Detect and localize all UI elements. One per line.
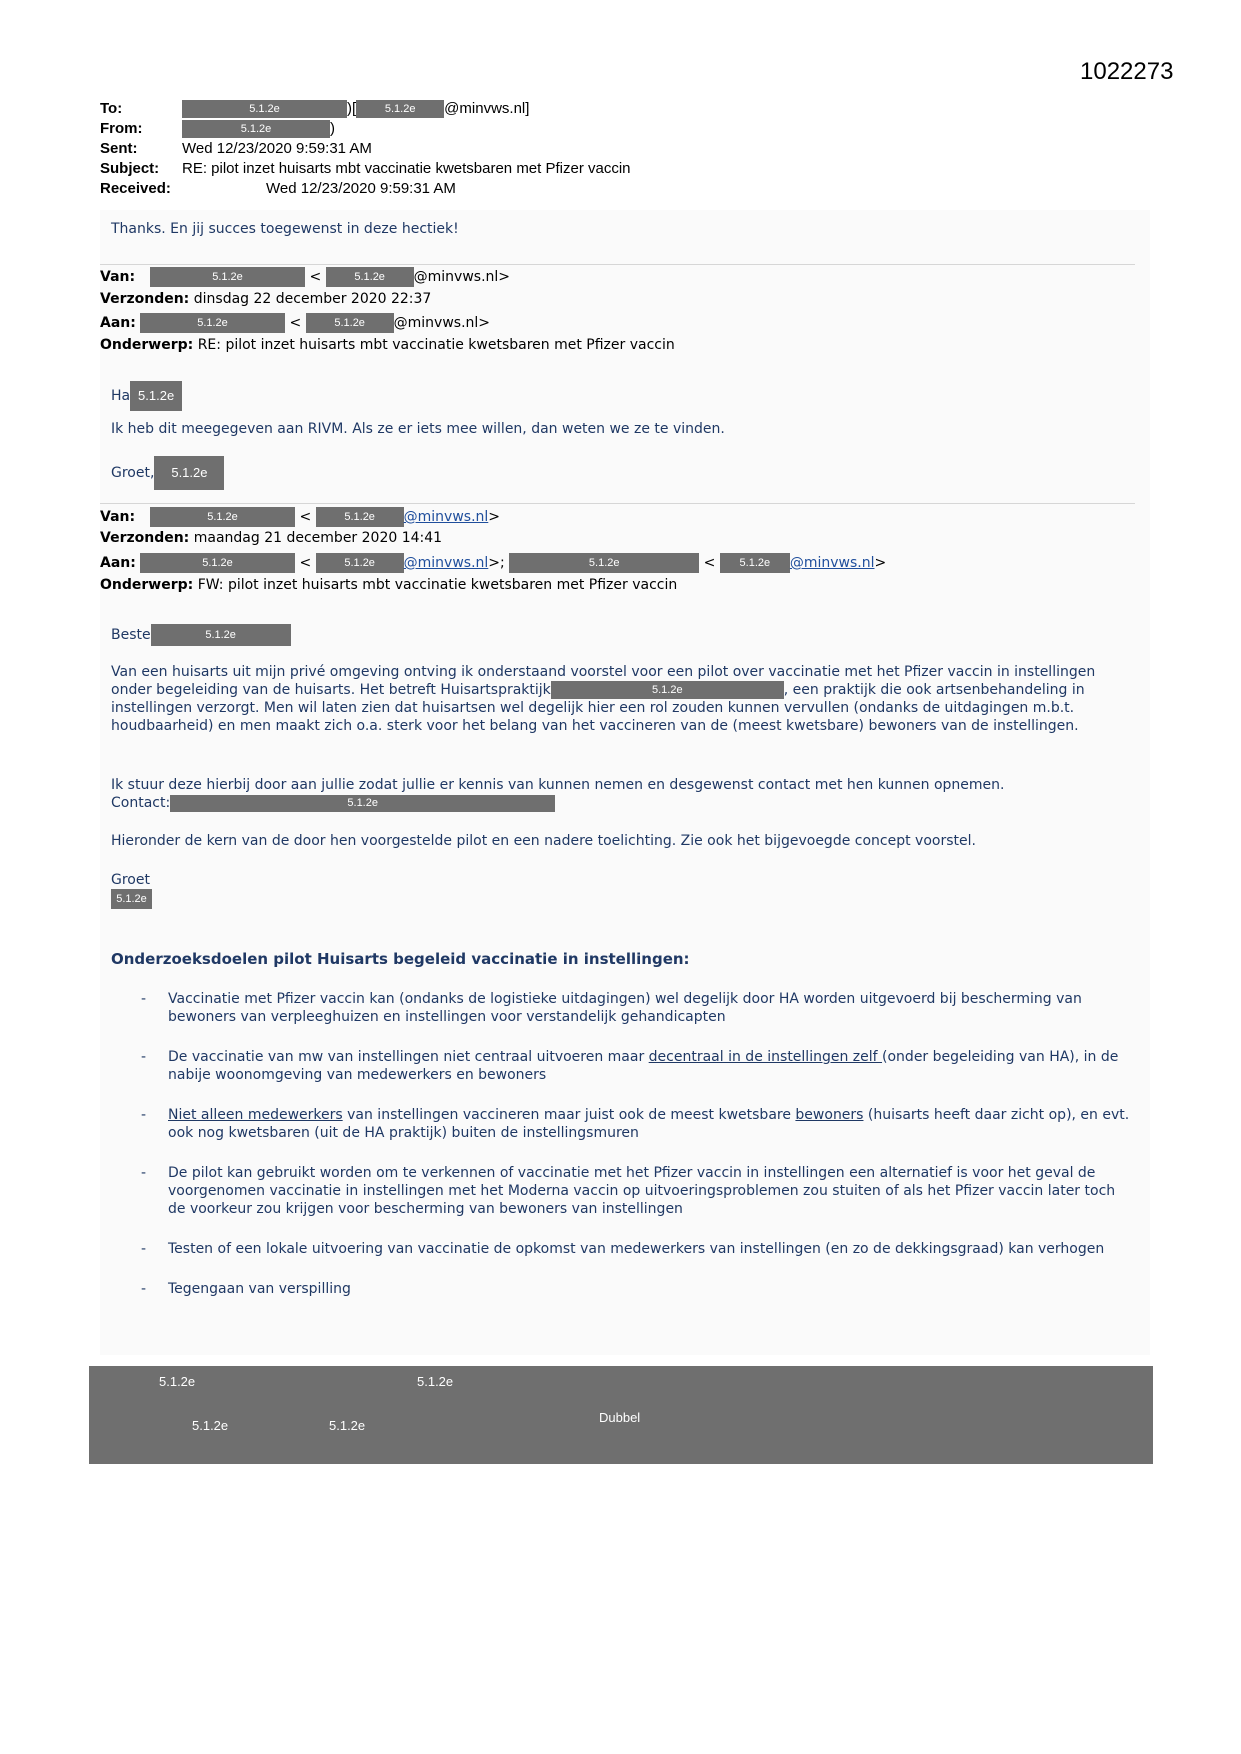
aan-email-link-2[interactable]: @minvws.nl — [789, 555, 875, 571]
redaction-box: 5.1.2e — [356, 100, 444, 118]
onderwerp-value: RE: pilot inzet huisarts mbt vaccinatie kwetsbaren met Pfizer vaccin — [197, 337, 675, 353]
redaction-box: 5.1.2e — [509, 553, 699, 573]
verzonden-label: Verzonden: — [100, 291, 190, 307]
header-sent-row — [100, 140, 372, 158]
dubbel-label: Dubbel — [599, 1410, 641, 1425]
bullet-marker: - — [141, 1281, 147, 1297]
redaction-box: 5.1.2e — [551, 681, 784, 699]
sent-label: Sent: — [100, 140, 138, 157]
msg2-paragraph-1 — [111, 663, 1131, 735]
bullet-marker: - — [141, 1049, 147, 1065]
msg2-verzonden-row — [100, 530, 442, 546]
msg2-paragraph-3: Hieronder de kern van de door hen voorgestelde pilot en een nadere toelichting. Zie ook het bijgevoegde concept voorstel. — [111, 833, 976, 849]
list-item — [111, 1164, 1131, 1218]
underlined-text: Niet alleen medewerkers — [168, 1107, 343, 1123]
bullet-marker: - — [141, 1165, 147, 1181]
msg1-van-row: Van: 5.1.2e < 5.1.2e @minvws.nl> — [100, 269, 511, 285]
redaction-box: 5.1.2e — [326, 267, 414, 287]
msg2-paragraph-2 — [111, 776, 1131, 812]
list-item — [111, 990, 1131, 1026]
msg1-closing — [111, 456, 1131, 490]
msg2-van-row: Van: 5.1.2e < 5.1.2e @minvws.nl> — [100, 509, 501, 525]
onderwerp-value: FW: pilot inzet huisarts mbt vaccinatie kwetsbaren met Pfizer vaccin — [197, 577, 678, 593]
received-value: Wed 12/23/2020 9:59:31 AM — [266, 180, 456, 197]
msg1-greeting — [111, 381, 1131, 411]
header-subject-row — [100, 160, 631, 178]
divider — [100, 264, 1135, 265]
list-item-text: (huisarts heeft daar zicht op), en evt. ook nog kwetsbaren (uit de HA praktijk) buiten de instellingsmuren — [168, 1107, 1130, 1141]
msg2-aan-row: Aan: 5.1.2e < 5.1.2e @minvws.nl>; 5.1.2e < 5.1.2e @minvws.nl> — [100, 555, 887, 571]
aan-label: Aan: — [100, 555, 136, 571]
msg1-onderwerp-row — [100, 337, 675, 353]
aan-label: Aan: — [100, 315, 136, 331]
van-email-link[interactable]: @minvws.nl — [403, 509, 489, 525]
subject-value: RE: pilot inzet huisarts mbt vaccinatie kwetsbaren met Pfizer vaccin — [182, 160, 631, 177]
received-label: Received: — [100, 180, 171, 197]
contact-label: Contact: — [111, 795, 171, 811]
msg1-verzonden-row — [100, 291, 431, 307]
redaction-box: 5.1.2e — [154, 456, 224, 490]
list-item-text: Testen of een lokale uitvoering van vaccinatie de opkomst van medewerkers van instellingen (en zo de dekkingsgraad) kan verhogen — [168, 1241, 1105, 1257]
subject-label: Subject: — [100, 160, 160, 177]
header-to-row — [100, 100, 529, 118]
to-label: To: — [100, 100, 123, 117]
aan-email-link-1[interactable]: @minvws.nl — [403, 555, 489, 571]
greeting-text: Beste — [111, 627, 151, 643]
redaction-box: 5.1.2e — [140, 553, 295, 573]
redaction-code: 5.1.2e — [417, 1374, 454, 1389]
redaction-box: 5.1.2e — [306, 313, 394, 333]
list-item — [111, 1280, 1131, 1298]
from-label: From: — [100, 120, 143, 137]
underlined-text: decentraal in de instellingen zelf — [648, 1049, 883, 1065]
greeting-text: Ha — [111, 388, 131, 404]
list-item-text: Tegengaan van verspilling — [168, 1281, 351, 1297]
list-item-text: Vaccinatie met Pfizer vaccin kan (ondanks de logistieke uitdagingen) wel degelijk door HA worden uitgevoerd bij bescherming van bewoners van verpleeghuizen en instellingen voor verstandelijk gehandicapten — [168, 991, 1082, 1025]
reply-text: Thanks. En jij succes toegewenst in deze hectiek! — [111, 221, 459, 237]
list-item-text: De vaccinatie van mw van instellingen niet centraal uitvoeren maar — [168, 1049, 649, 1065]
onderwerp-label: Onderwerp: — [100, 337, 194, 353]
list-item-text: (onder begeleiding van HA), in de nabije woonomgeving van medewerkers en bewoners — [168, 1049, 1119, 1083]
underlined-text: bewoners — [795, 1107, 864, 1123]
bullet-marker: - — [141, 1107, 147, 1123]
msg1-aan-row: Aan: 5.1.2e < 5.1.2e @minvws.nl> — [100, 315, 491, 331]
to-email: @minvws.nl] — [444, 100, 530, 117]
list-item — [111, 1240, 1131, 1258]
verzonden-label: Verzonden: — [100, 530, 190, 546]
redaction-box: 5.1.2e — [182, 120, 330, 138]
verzonden-value: maandag 21 december 2020 14:41 — [193, 530, 443, 546]
redaction-box: 5.1.2e — [130, 381, 182, 411]
goals-list — [111, 990, 1131, 1320]
msg2-onderwerp-row — [100, 577, 677, 593]
redaction-code: 5.1.2e — [159, 1374, 196, 1389]
van-label: Van: — [100, 509, 136, 525]
redaction-box: 5.1.2e — [150, 507, 295, 527]
redaction-box: 5.1.2e — [151, 624, 291, 646]
list-item-text: De pilot kan gebruikt worden om te verkennen of vaccinatie met het Pfizer vaccin in instellingen een alternatief is voor het geval de voorgenomen vaccinatie in instellingen met het Moderna vaccin op uitvoeringsproblemen zou stuiten of als het Pfizer vaccin later toch de voorkeur zou krijgen voor bescherming van bewoners van instellingen — [168, 1165, 1116, 1217]
redaction-box: 5.1.2e — [150, 267, 305, 287]
closing-text: Groet — [111, 872, 150, 888]
divider — [100, 503, 1135, 504]
paragraph-text: , een praktijk die ook artsenbehandeling in instellingen verzorgt. Men wil laten zien dat huisartsen wel degelijk hier een rol zouden kunnen vervullen (ondanks de uitdagingen m.b.t. houdbaarheid) en men maakt zich o.a. sterk voor het belang van het vaccineren van de (meest kwetsbare) bewoners van de instellingen. — [111, 682, 1085, 734]
document-number: 1022273 — [1080, 58, 1174, 85]
footer-redaction-band — [89, 1366, 1153, 1464]
list-item — [111, 1048, 1131, 1084]
bullet-marker: - — [141, 991, 147, 1007]
redaction-box: 5.1.2e — [316, 553, 404, 573]
redaction-box: 5.1.2e — [170, 795, 555, 812]
paragraph-text: Van een huisarts uit mijn privé omgeving ontving ik onderstaand voorstel voor een pilot over vaccinatie met het Pfizer vaccin in instellingen onder begeleiding van de huisarts. Het betreft Huisartspraktijk — [111, 664, 1096, 698]
van-label: Van: — [100, 269, 136, 285]
list-item — [111, 1106, 1131, 1142]
redaction-code: 5.1.2e — [192, 1418, 229, 1433]
msg2-closing — [111, 871, 1131, 909]
list-item-text: van instellingen vaccineren maar juist ook de meest kwetsbare — [342, 1107, 796, 1123]
redaction-box: 5.1.2e — [140, 313, 285, 333]
redaction-box: 5.1.2e — [111, 889, 152, 909]
header-from-row — [100, 120, 335, 138]
msg1-body: Ik heb dit meegegeven aan RIVM. Als ze er iets mee willen, dan weten we ze te vinden. — [111, 421, 725, 437]
redaction-box: 5.1.2e — [182, 100, 347, 118]
redaction-box: 5.1.2e — [316, 507, 404, 527]
aan-email: @minvws.nl> — [393, 315, 491, 331]
from-suffix: ) — [330, 120, 335, 137]
sent-value: Wed 12/23/2020 9:59:31 AM — [182, 140, 372, 157]
verzonden-value: dinsdag 22 december 2020 22:37 — [193, 291, 432, 307]
header-received-row — [100, 180, 456, 198]
paragraph-text: Ik stuur deze hierbij door aan jullie zodat jullie er kennis van kunnen nemen en desgewenst contact met hen kunnen opnemen. — [111, 777, 1005, 793]
to-separator: )[ — [347, 100, 357, 117]
section-title: Onderzoeksdoelen pilot Huisarts begeleid vaccinatie in instellingen: — [111, 950, 690, 968]
closing-text: Groet, — [111, 465, 155, 481]
bullet-marker: - — [141, 1241, 147, 1257]
onderwerp-label: Onderwerp: — [100, 577, 194, 593]
redaction-code: 5.1.2e — [329, 1418, 366, 1433]
van-email: @minvws.nl> — [413, 269, 511, 285]
msg2-greeting — [111, 624, 1131, 646]
redaction-box: 5.1.2e — [720, 553, 790, 573]
